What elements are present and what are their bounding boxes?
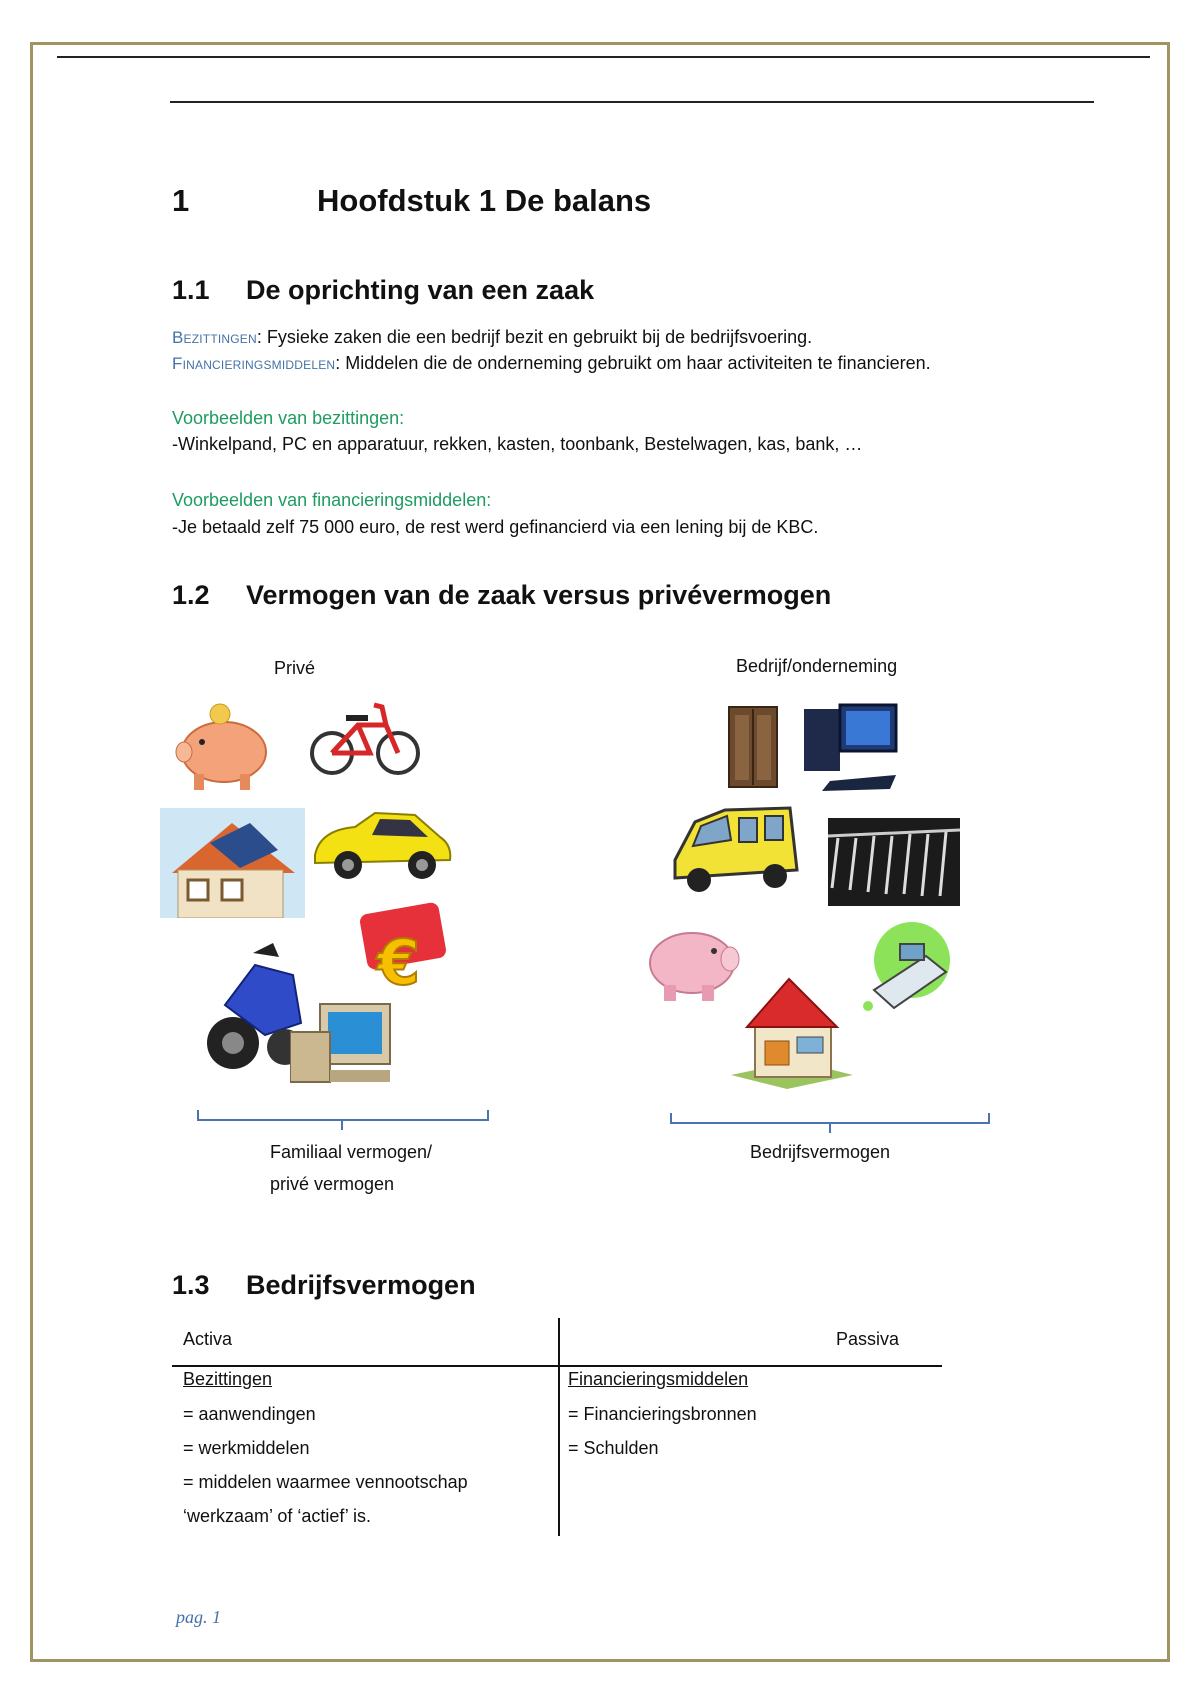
house-solar-icon	[160, 808, 305, 918]
chapter-number: 1	[172, 183, 190, 218]
cash-register-icon	[860, 920, 952, 1012]
passiva-header: Passiva	[836, 1329, 900, 1349]
passiva-row: = Financieringsbronnen	[568, 1404, 757, 1424]
section-1-2-number: 1.2	[172, 580, 210, 610]
activa-row: = aanwendingen	[183, 1404, 316, 1424]
section-1-2-title: Vermogen van de zaak versus privévermogen	[246, 580, 832, 610]
activa-row: = werkmiddelen	[183, 1438, 310, 1458]
piggy-bank-icon	[172, 700, 277, 795]
delivery-van-icon	[665, 800, 805, 900]
bicycle-icon	[308, 695, 423, 780]
pink-piggy-bank-icon	[640, 915, 740, 1005]
bedrijf-brace	[669, 1111, 991, 1135]
definition-text: : Fysieke zaken die een bedrijf bezit en gebruikt bij de bedrijfsvoering.	[256, 327, 813, 347]
examples-financiering-heading: Voorbeelden van financieringsmiddelen:	[172, 490, 492, 510]
passiva-row: = Schulden	[568, 1438, 659, 1458]
examples-financiering-text: -Je betaald zelf 75 000 euro, de rest werd gefinancierd via een lening bij de KBC.	[172, 517, 819, 537]
definition-bezittingen	[172, 326, 812, 349]
desktop-pc-icon	[800, 703, 900, 793]
prive-label: Privé	[274, 658, 316, 678]
chapter-title: Hoofdstuk 1 De balans	[317, 183, 652, 218]
svg-text:€: €	[377, 926, 421, 997]
prive-caption-line2: privé vermogen	[270, 1174, 395, 1194]
top-rule	[57, 56, 1150, 58]
section-1-3-number: 1.3	[172, 1270, 210, 1300]
section-1-1-number: 1.1	[172, 275, 210, 305]
definition-financieringsmiddelen	[172, 352, 931, 375]
wardrobe-icon	[727, 705, 779, 790]
examples-bezittingen-heading: Voorbeelden van bezittingen:	[172, 408, 405, 428]
term-bezittingen: Bezittingen	[172, 328, 257, 347]
car-icon	[310, 805, 455, 885]
term-financieringsmiddelen: Financieringsmiddelen	[172, 354, 336, 373]
computer-icon	[290, 1002, 400, 1087]
prive-caption-line1: Familiaal vermogen/	[270, 1142, 433, 1162]
passiva-row: Financieringsmiddelen	[568, 1369, 749, 1389]
activa-row: Bezittingen	[183, 1369, 273, 1389]
page-number: pag. 1	[176, 1607, 221, 1627]
balance-divider-vertical	[558, 1318, 560, 1536]
examples-bezittingen-text: -Winkelpand, PC en apparatuur, rekken, kasten, toonbank, Bestelwagen, kas, bank, …	[172, 434, 863, 454]
euro-card-icon	[355, 902, 450, 997]
bedrijf-label: Bedrijf/onderneming	[736, 656, 898, 676]
activa-row: ‘werkzaam’ of ‘actief’ is.	[183, 1506, 372, 1526]
shop-building-icon	[727, 975, 857, 1090]
bedrijf-caption: Bedrijfsvermogen	[750, 1142, 891, 1162]
activa-row: = middelen waarmee vennootschap	[183, 1472, 468, 1492]
clothing-rack-icon	[828, 818, 960, 906]
section-1-1-title: De oprichting van een zaak	[246, 275, 595, 305]
definition-text: : Middelen die de onderneming gebruikt om haar activiteiten te financieren.	[335, 353, 931, 373]
header-rule	[170, 101, 1094, 103]
prive-brace	[196, 1108, 490, 1132]
balance-divider-horizontal	[172, 1365, 942, 1367]
section-1-3-title: Bedrijfsvermogen	[246, 1270, 476, 1300]
activa-header: Activa	[183, 1329, 233, 1349]
